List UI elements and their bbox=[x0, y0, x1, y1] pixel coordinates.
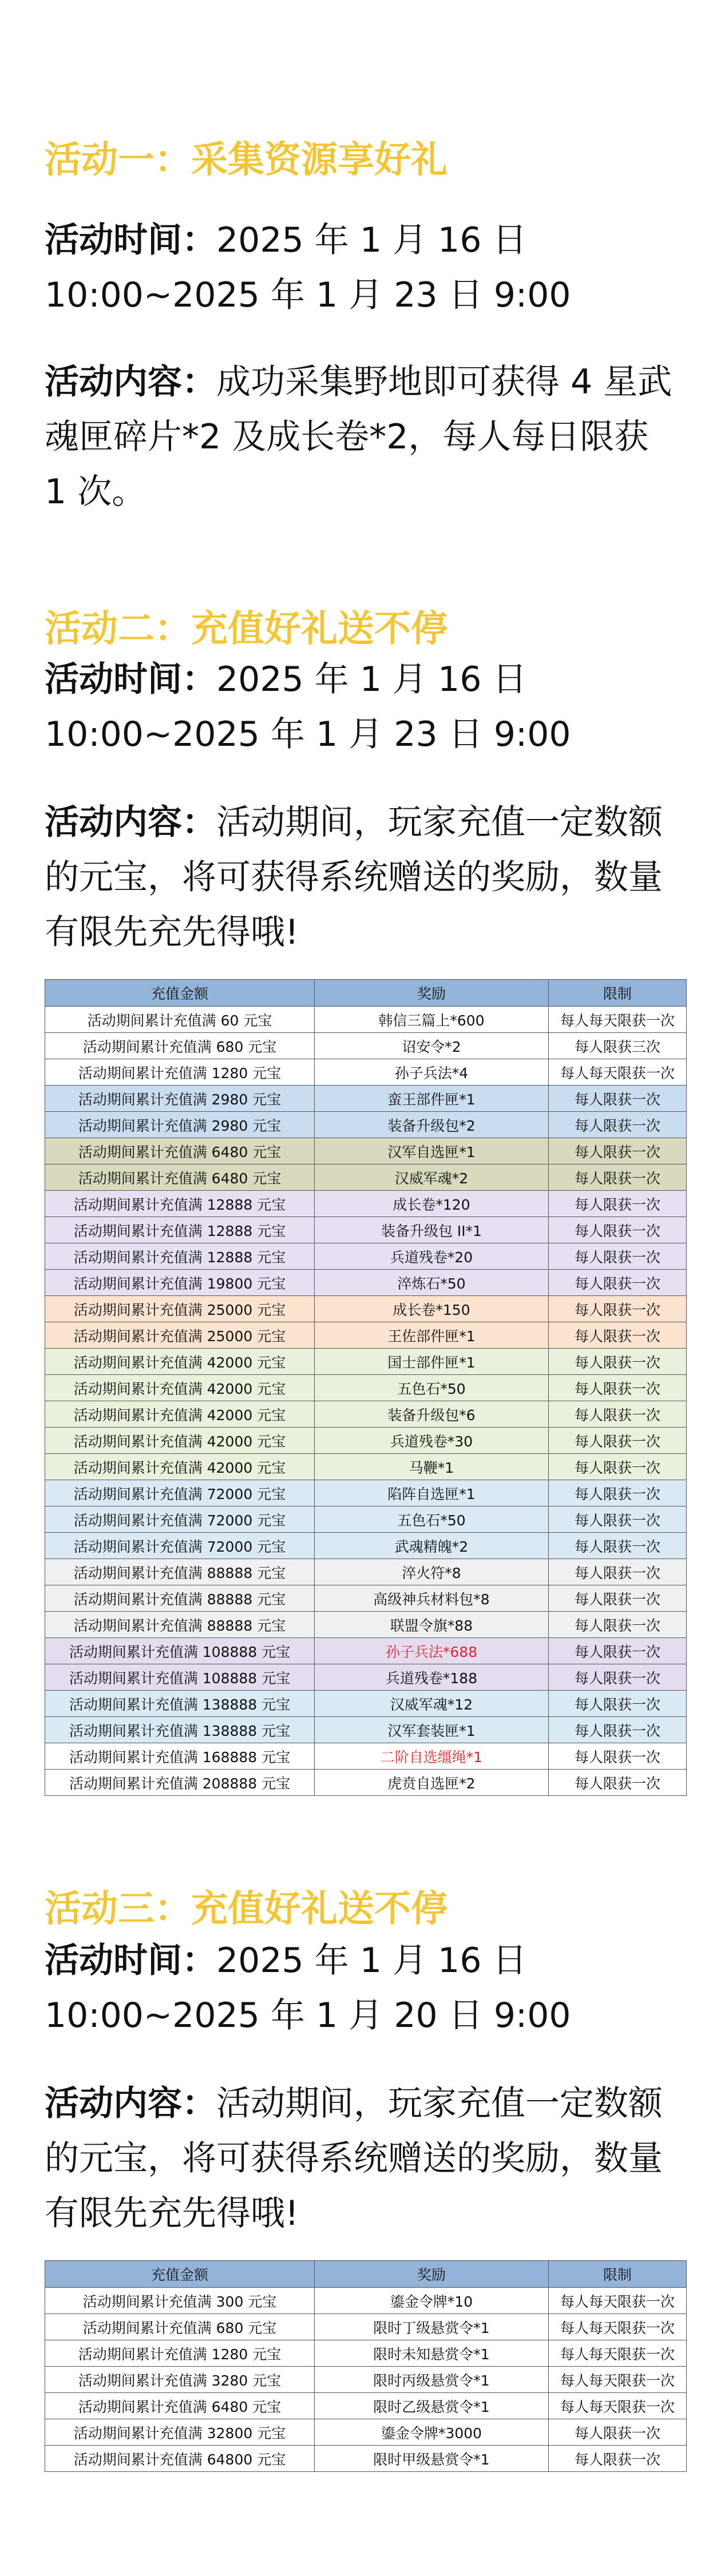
cell-limit: 每人限获一次 bbox=[549, 1138, 687, 1164]
cell-reward: 虎贲自选匣*2 bbox=[315, 1770, 549, 1796]
event1-content-value: 成功采集野地即可获得 4 星武魂匣碎片*2 及成长卷*2，每人每日限获 1 次。 bbox=[45, 362, 672, 512]
cell-reward: 诏安令*2 bbox=[315, 1033, 549, 1059]
table-row bbox=[45, 1375, 687, 1401]
cell-amount: 活动期间累计充值满 208888 元宝 bbox=[45, 1770, 315, 1796]
cell-amount: 活动期间累计充值满 108888 元宝 bbox=[45, 1638, 315, 1664]
table-row bbox=[45, 1217, 687, 1243]
cell-limit: 每人限获一次 bbox=[549, 1164, 687, 1191]
cell-limit: 每人限获一次 bbox=[549, 1217, 687, 1243]
table-row bbox=[45, 1480, 687, 1506]
cell-limit: 每人每天限获一次 bbox=[549, 2340, 687, 2367]
event2-time-label: 活动时间： bbox=[45, 659, 216, 699]
cell-limit: 每人限获一次 bbox=[549, 1322, 687, 1349]
cell-reward: 王佐部件匣*1 bbox=[315, 1322, 549, 1349]
cell-reward: 成长卷*150 bbox=[315, 1296, 549, 1322]
cell-reward: 蛮王部件匣*1 bbox=[315, 1086, 549, 1112]
cell-reward: 淬炼石*50 bbox=[315, 1270, 549, 1296]
cell-reward: 韩信三篇上*600 bbox=[315, 1007, 549, 1033]
cell-limit: 每人限获一次 bbox=[549, 1454, 687, 1480]
cell-reward: 联盟令旗*88 bbox=[315, 1612, 549, 1638]
header-limit: 限制 bbox=[549, 980, 687, 1007]
event2-reward-table bbox=[45, 979, 687, 1796]
cell-limit: 每人每天限获一次 bbox=[549, 1059, 687, 1086]
cell-reward: 汉威军魂*12 bbox=[315, 1691, 549, 1717]
table-row bbox=[45, 1349, 687, 1375]
table-row bbox=[45, 1664, 687, 1691]
event3-content-value: 活动期间，玩家充值一定数额的元宝，将可获得系统赠送的奖励，数量有限先充先得哦! bbox=[45, 2084, 663, 2233]
cell-limit: 每人限获一次 bbox=[549, 1480, 687, 1506]
cell-reward: 装备升级包*6 bbox=[315, 1401, 549, 1428]
cell-amount: 活动期间累计充值满 72000 元宝 bbox=[45, 1533, 315, 1559]
cell-limit: 每人限获一次 bbox=[549, 1191, 687, 1217]
event2-time bbox=[45, 652, 680, 762]
cell-limit: 每人限获一次 bbox=[549, 2446, 687, 2472]
cell-reward: 汉威军魂*2 bbox=[315, 1164, 549, 1191]
header-reward: 奖励 bbox=[315, 2261, 549, 2288]
cell-amount: 活动期间累计充值满 25000 元宝 bbox=[45, 1296, 315, 1322]
table-row bbox=[45, 2288, 687, 2314]
event3-content bbox=[45, 2076, 680, 2241]
cell-amount: 活动期间累计充值满 1280 元宝 bbox=[45, 2340, 315, 2367]
cell-limit: 每人限获一次 bbox=[549, 1533, 687, 1559]
table-row bbox=[45, 1164, 687, 1191]
cell-limit: 每人限获一次 bbox=[549, 1691, 687, 1717]
event1-time-label: 活动时间： bbox=[45, 220, 216, 260]
cell-reward: 陷阵自选匣*1 bbox=[315, 1480, 549, 1506]
cell-amount: 活动期间累计充值满 32800 元宝 bbox=[45, 2419, 315, 2446]
table-row bbox=[45, 1086, 687, 1112]
cell-limit: 每人限获一次 bbox=[549, 1664, 687, 1691]
cell-amount: 活动期间累计充值满 680 元宝 bbox=[45, 1033, 315, 1059]
table-row bbox=[45, 1638, 687, 1664]
event1-time bbox=[45, 213, 680, 323]
table-row bbox=[45, 1585, 687, 1612]
table-row bbox=[45, 1506, 687, 1533]
cell-limit: 每人每天限获一次 bbox=[549, 2288, 687, 2314]
cell-amount: 活动期间累计充值满 88888 元宝 bbox=[45, 1585, 315, 1612]
table-row bbox=[45, 1428, 687, 1454]
cell-reward: 高级神兵材料包*8 bbox=[315, 1585, 549, 1612]
cell-limit: 每人限获一次 bbox=[549, 1428, 687, 1454]
cell-reward: 成长卷*120 bbox=[315, 1191, 549, 1217]
table-row bbox=[45, 1007, 687, 1033]
cell-amount: 活动期间累计充值满 60 元宝 bbox=[45, 1007, 315, 1033]
table-header-row bbox=[45, 980, 687, 1007]
cell-limit: 每人限获一次 bbox=[549, 1375, 687, 1401]
cell-amount: 活动期间累计充值满 25000 元宝 bbox=[45, 1322, 315, 1349]
cell-reward: 汉军自选匣*1 bbox=[315, 1138, 549, 1164]
cell-reward: 国士部件匣*1 bbox=[315, 1349, 549, 1375]
cell-reward: 兵道残卷*188 bbox=[315, 1664, 549, 1691]
cell-amount: 活动期间累计充值满 2980 元宝 bbox=[45, 1112, 315, 1138]
cell-reward: 鎏金令牌*3000 bbox=[315, 2419, 549, 2446]
table-row bbox=[45, 2393, 687, 2419]
table-row bbox=[45, 2419, 687, 2446]
cell-limit: 每人限获一次 bbox=[549, 1743, 687, 1770]
table-row bbox=[45, 2367, 687, 2393]
cell-limit: 每人限获一次 bbox=[549, 1612, 687, 1638]
cell-limit: 每人限获一次 bbox=[549, 1270, 687, 1296]
table-row bbox=[45, 1770, 687, 1796]
cell-reward: 限时乙级悬赏令*1 bbox=[315, 2393, 549, 2419]
event3-title: 活动三：充值好礼送不停 bbox=[45, 1888, 447, 1930]
cell-limit: 每人限获三次 bbox=[549, 1033, 687, 1059]
event3-time-label: 活动时间： bbox=[45, 1941, 216, 1981]
cell-reward: 兵道残卷*20 bbox=[315, 1243, 549, 1270]
cell-limit: 每人每天限获一次 bbox=[549, 2367, 687, 2393]
cell-amount: 活动期间累计充值满 138888 元宝 bbox=[45, 1717, 315, 1743]
cell-reward: 五色石*50 bbox=[315, 1506, 549, 1533]
cell-reward: 限时未知悬赏令*1 bbox=[315, 2340, 549, 2367]
event1-time-value: 2025 年 1 月 16 日 10:00~2025 年 1 月 23 日 9:00 bbox=[45, 220, 571, 315]
event1-content bbox=[45, 355, 680, 519]
cell-reward: 鎏金令牌*10 bbox=[315, 2288, 549, 2314]
cell-amount: 活动期间累计充值满 168888 元宝 bbox=[45, 1743, 315, 1770]
event3-time-value: 2025 年 1 月 16 日 10:00~2025 年 1 月 20 日 9:00 bbox=[45, 1941, 571, 2036]
cell-limit: 每人限获一次 bbox=[549, 2419, 687, 2446]
cell-reward: 马鞭*1 bbox=[315, 1454, 549, 1480]
cell-amount: 活动期间累计充值满 42000 元宝 bbox=[45, 1454, 315, 1480]
cell-limit: 每人限获一次 bbox=[549, 1585, 687, 1612]
table-row bbox=[45, 1138, 687, 1164]
cell-amount: 活动期间累计充值满 88888 元宝 bbox=[45, 1612, 315, 1638]
cell-amount: 活动期间累计充值满 72000 元宝 bbox=[45, 1480, 315, 1506]
cell-limit: 每人限获一次 bbox=[549, 1638, 687, 1664]
cell-limit: 每人每天限获一次 bbox=[549, 1007, 687, 1033]
cell-amount: 活动期间累计充值满 300 元宝 bbox=[45, 2288, 315, 2314]
cell-amount: 活动期间累计充值满 19800 元宝 bbox=[45, 1270, 315, 1296]
cell-amount: 活动期间累计充值满 42000 元宝 bbox=[45, 1401, 315, 1428]
table-row bbox=[45, 1533, 687, 1559]
table-row bbox=[45, 1059, 687, 1086]
cell-reward: 限时丁级悬赏令*1 bbox=[315, 2314, 549, 2340]
cell-reward: 二阶自选缰绳*1 bbox=[315, 1743, 549, 1770]
table-row bbox=[45, 2340, 687, 2367]
table-row bbox=[45, 1401, 687, 1428]
cell-reward: 装备升级包*2 bbox=[315, 1112, 549, 1138]
table-row bbox=[45, 1717, 687, 1743]
cell-amount: 活动期间累计充值满 72000 元宝 bbox=[45, 1506, 315, 1533]
cell-amount: 活动期间累计充值满 88888 元宝 bbox=[45, 1559, 315, 1585]
cell-amount: 活动期间累计充值满 64800 元宝 bbox=[45, 2446, 315, 2472]
table-header-row bbox=[45, 2261, 687, 2288]
cell-reward: 装备升级包 II*1 bbox=[315, 1217, 549, 1243]
cell-amount: 活动期间累计充值满 42000 元宝 bbox=[45, 1428, 315, 1454]
table-row bbox=[45, 1743, 687, 1770]
cell-limit: 每人限获一次 bbox=[549, 1770, 687, 1796]
table-row bbox=[45, 1296, 687, 1322]
cell-limit: 每人限获一次 bbox=[549, 1349, 687, 1375]
table-row bbox=[45, 1559, 687, 1585]
cell-amount: 活动期间累计充值满 12888 元宝 bbox=[45, 1243, 315, 1270]
table-row bbox=[45, 2314, 687, 2340]
event1-title: 活动一：采集资源享好礼 bbox=[45, 139, 447, 181]
table-row bbox=[45, 1612, 687, 1638]
cell-limit: 每人每天限获一次 bbox=[549, 2393, 687, 2419]
cell-amount: 活动期间累计充值满 6480 元宝 bbox=[45, 1164, 315, 1191]
cell-amount: 活动期间累计充值满 42000 元宝 bbox=[45, 1349, 315, 1375]
cell-amount: 活动期间累计充值满 680 元宝 bbox=[45, 2314, 315, 2340]
cell-reward: 兵道残卷*30 bbox=[315, 1428, 549, 1454]
cell-limit: 每人限获一次 bbox=[549, 1717, 687, 1743]
table-row bbox=[45, 1112, 687, 1138]
event2-time-value: 2025 年 1 月 16 日 10:00~2025 年 1 月 23 日 9:00 bbox=[45, 659, 571, 754]
cell-amount: 活动期间累计充值满 3280 元宝 bbox=[45, 2367, 315, 2393]
cell-limit: 每人限获一次 bbox=[549, 1559, 687, 1585]
cell-limit: 每人限获一次 bbox=[549, 1401, 687, 1428]
table-row bbox=[45, 1322, 687, 1349]
cell-amount: 活动期间累计充值满 6480 元宝 bbox=[45, 2393, 315, 2419]
cell-reward: 汉军套装匣*1 bbox=[315, 1717, 549, 1743]
cell-amount: 活动期间累计充值满 6480 元宝 bbox=[45, 1138, 315, 1164]
cell-reward: 五色石*50 bbox=[315, 1375, 549, 1401]
table-row bbox=[45, 1270, 687, 1296]
cell-amount: 活动期间累计充值满 12888 元宝 bbox=[45, 1217, 315, 1243]
event1-content-label: 活动内容： bbox=[45, 362, 216, 402]
header-amount: 充值金额 bbox=[45, 980, 315, 1007]
cell-limit: 每人限获一次 bbox=[549, 1296, 687, 1322]
cell-amount: 活动期间累计充值满 138888 元宝 bbox=[45, 1691, 315, 1717]
event3-time bbox=[45, 1933, 680, 2043]
event2-title: 活动二：充值好礼送不停 bbox=[45, 608, 447, 650]
event2-content-value: 活动期间，玩家充值一定数额的元宝，将可获得系统赠送的奖励，数量有限先充先得哦! bbox=[45, 802, 663, 952]
event2-content-label: 活动内容： bbox=[45, 802, 216, 842]
header-amount: 充值金额 bbox=[45, 2261, 315, 2288]
cell-reward: 孙子兵法*688 bbox=[315, 1638, 549, 1664]
table-row bbox=[45, 1191, 687, 1217]
event3-content-label: 活动内容： bbox=[45, 2084, 216, 2124]
cell-reward: 限时丙级悬赏令*1 bbox=[315, 2367, 549, 2393]
table-row bbox=[45, 2446, 687, 2472]
cell-limit: 每人限获一次 bbox=[549, 1506, 687, 1533]
cell-reward: 淬火符*8 bbox=[315, 1559, 549, 1585]
cell-limit: 每人限获一次 bbox=[549, 1086, 687, 1112]
event2-content bbox=[45, 795, 680, 960]
cell-amount: 活动期间累计充值满 108888 元宝 bbox=[45, 1664, 315, 1691]
header-reward: 奖励 bbox=[315, 980, 549, 1007]
cell-amount: 活动期间累计充值满 42000 元宝 bbox=[45, 1375, 315, 1401]
table-row bbox=[45, 1033, 687, 1059]
cell-amount: 活动期间累计充值满 1280 元宝 bbox=[45, 1059, 315, 1086]
header-limit: 限制 bbox=[549, 2261, 687, 2288]
cell-amount: 活动期间累计充值满 12888 元宝 bbox=[45, 1191, 315, 1217]
table-row bbox=[45, 1243, 687, 1270]
cell-reward: 限时甲级悬赏令*1 bbox=[315, 2446, 549, 2472]
table-row bbox=[45, 1691, 687, 1717]
cell-reward: 武魂精魄*2 bbox=[315, 1533, 549, 1559]
table-row bbox=[45, 1454, 687, 1480]
cell-limit: 每人每天限获一次 bbox=[549, 2314, 687, 2340]
cell-reward: 孙子兵法*4 bbox=[315, 1059, 549, 1086]
cell-amount: 活动期间累计充值满 2980 元宝 bbox=[45, 1086, 315, 1112]
cell-limit: 每人限获一次 bbox=[549, 1112, 687, 1138]
event3-reward-table bbox=[45, 2260, 687, 2472]
cell-limit: 每人限获一次 bbox=[549, 1243, 687, 1270]
